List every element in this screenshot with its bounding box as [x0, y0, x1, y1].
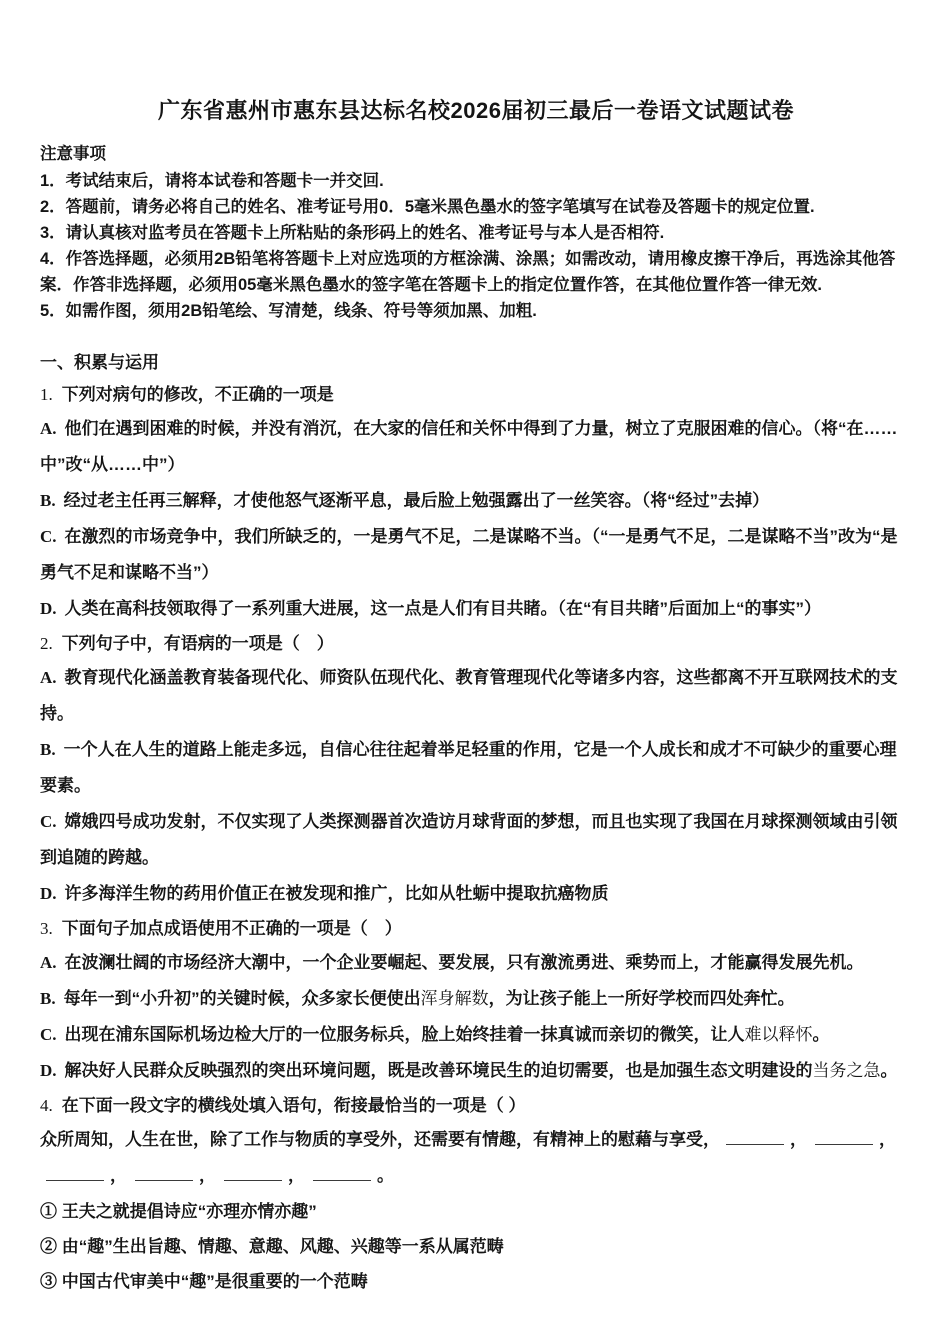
blank-separator: ，: [790, 1130, 807, 1149]
answer-blank: [135, 1166, 193, 1181]
option-text: 教育现代化涵盖教育装备现代化、师资队伍现代化、教育管理现代化等诸多内容，这些都离不开互联网技术的支持。: [40, 668, 898, 723]
answer-blank: [224, 1166, 282, 1181]
option-text: 一个人在人生的道路上能走多远，自信心往往起着举足轻重的作用，它是一个人成长和成才不可缺少的重要心理要素。: [40, 740, 897, 795]
paragraph-lead-text: 众所周知，人生在世，除了工作与物质的享受外，还需要有情趣，有精神上的慰藉与享受，: [40, 1130, 720, 1149]
option-text: 经过老主任再三解释，才使他怒气逐渐平息，最后脸上勉强露出了一丝笑容。（将“经过”去掉）: [63, 491, 770, 510]
section-heading: 一、积累与运用: [40, 353, 159, 372]
option-text: 解决好人民群众反映强烈的突出环境问题，既是改善环境民生的迫切需要，也是加强生态文明建设的: [64, 1061, 813, 1080]
option-label: C.: [40, 1025, 57, 1044]
answer-blank: [46, 1166, 104, 1181]
emphasized-idiom: 难以释怀: [744, 1025, 813, 1044]
question-number: 2.: [40, 634, 53, 653]
notice-item-5: 5．如需作图，须用2B铅笔绘、写清楚，线条、符号等须加黑、加粗.: [40, 302, 537, 320]
option-label: B.: [40, 740, 56, 759]
option-label: A.: [40, 419, 57, 438]
question-1-stem: [40, 378, 912, 411]
option-label: D.: [40, 599, 57, 618]
blank-separator: ，: [110, 1166, 127, 1185]
option-label: C.: [40, 527, 57, 546]
question-stem-text: 下列句子中，有语病的一项是（ ）: [61, 634, 334, 653]
question-2-option-d: [40, 876, 912, 912]
question-3-option-a: [40, 945, 912, 981]
option-text: 许多海洋生物的药用价值正在被发现和推广，比如从牡蛎中提取抗癌物质: [64, 884, 609, 903]
question-1-option-c: [40, 519, 912, 591]
option-text: 在波澜壮阔的市场经济大潮中，一个企业要崛起、要发展，只有激流勇进、乘势而上，才能赢得发展先机。: [64, 953, 864, 972]
question-3-stem: [40, 912, 912, 945]
question-3: [40, 912, 912, 1089]
option-text: 。: [880, 1061, 898, 1080]
question-number: 3.: [40, 919, 53, 938]
option-text: 人类在高科技领取得了一系列重大进展，这一点是人们有目共睹。（在“有目共睹”后面加上“的事实”）: [64, 599, 822, 618]
option-label: A.: [40, 668, 57, 687]
emphasized-idiom: 当务之急: [812, 1061, 881, 1080]
page-title: 广东省惠州市惠东县达标名校2026届初三最后一卷语文试题试卷: [158, 98, 794, 123]
notice-item-1: 1．考试结束后，请将本试卷和答题卡一并交回.: [40, 172, 384, 190]
question-3-option-c: [40, 1017, 912, 1053]
clause-3: ③ 中国古代审美中“趣”是很重要的一个范畴: [40, 1272, 368, 1291]
notice-section: [40, 140, 912, 324]
question-stem-text: 下面句子加点成语使用不正确的一项是（ ）: [61, 919, 402, 938]
question-1-option-a: [40, 411, 912, 483]
question-number: 4.: [40, 1096, 53, 1115]
question-2-stem: [40, 627, 912, 660]
option-text: ，为让孩子能上一所好学校而四处奔忙。: [488, 989, 795, 1008]
question-2-option-a: [40, 660, 912, 732]
notice-item-4: 4．作答选择题，必须用2B铅笔将答题卡上对应选项的方框涂满、涂黑；如需改动，请用橡皮擦干净后，再选涂其他答案．作答非选择题，必须用05毫米黑色墨水的签字笔在答题卡上的指定位置作答，在其他位置作答一律无效.: [40, 250, 896, 294]
question-3-option-b: [40, 981, 912, 1017]
fill-in-paragraph: [40, 1122, 912, 1194]
option-label: C.: [40, 812, 57, 831]
question-3-option-d: [40, 1053, 912, 1089]
question-4-stem: [40, 1089, 912, 1122]
emphasized-idiom: 浑身解数: [420, 989, 489, 1008]
question-4: [40, 1089, 912, 1299]
option-label: D.: [40, 1061, 57, 1080]
option-label: B.: [40, 491, 56, 510]
option-text: 。: [812, 1025, 830, 1044]
option-label: A.: [40, 953, 57, 972]
option-text: 嫦娥四号成功发射，不仅实现了人类探测器首次造访月球背面的梦想，而且也实现了我国在月球探测领域由引领到追随的跨越。: [40, 812, 898, 867]
question-1-option-b: [40, 483, 912, 519]
question-1: [40, 378, 912, 627]
clause-2: ② 由“趣”生出旨趣、情趣、意趣、风趣、兴趣等一系从属范畴: [40, 1237, 504, 1256]
blank-separator: ，: [199, 1166, 216, 1185]
notice-item-3: 3．请认真核对监考员在答题卡上所粘贴的条形码上的姓名、准考证号与本人是否相符.: [40, 224, 665, 242]
question-stem-text: 在下面一段文字的横线处填入语句，衔接最恰当的一项是（ ）: [61, 1096, 526, 1115]
blank-separator: 。: [377, 1166, 394, 1185]
question-stem-text: 下列对病句的修改，不正确的一项是: [61, 385, 334, 404]
option-label: D.: [40, 884, 57, 903]
option-text: 每年一到“小升初”的关键时候，众多家长便使出: [63, 989, 421, 1008]
clause-1: ① 王夫之就提倡诗应“亦理亦情亦趣”: [40, 1202, 317, 1221]
answer-blank: [726, 1130, 784, 1145]
option-text: 在激烈的市场竞争中，我们所缺乏的，一是勇气不足，二是谋略不当。（“一是勇气不足，二是谋略不当”改为“是勇气不足和谋略不当”）: [40, 527, 898, 582]
question-2: [40, 627, 912, 912]
answer-blank: [313, 1166, 371, 1181]
answer-blank: [815, 1130, 873, 1145]
question-1-option-d: [40, 591, 912, 627]
question-2-option-c: [40, 804, 912, 876]
option-text: 他们在遇到困难的时候，并没有消沉，在大家的信任和关怀中得到了力量，树立了克服困难的信心。（将“在……中”改“从……中”）: [40, 419, 898, 474]
notice-heading: 注意事项: [40, 145, 106, 163]
question-2-option-b: [40, 732, 912, 804]
option-text: 出现在浦东国际机场边检大厅的一位服务标兵，脸上始终挂着一抹真诚而亲切的微笑，让人: [64, 1025, 745, 1044]
question-number: 1.: [40, 385, 53, 404]
blank-separator: ，: [288, 1166, 305, 1185]
notice-item-2: 2．答题前，请务必将自己的姓名、准考证号用0．5毫米黑色墨水的签字笔填写在试卷及答题卡的规定位置.: [40, 198, 815, 216]
blank-separator: ，: [879, 1130, 896, 1149]
option-label: B.: [40, 989, 56, 1008]
